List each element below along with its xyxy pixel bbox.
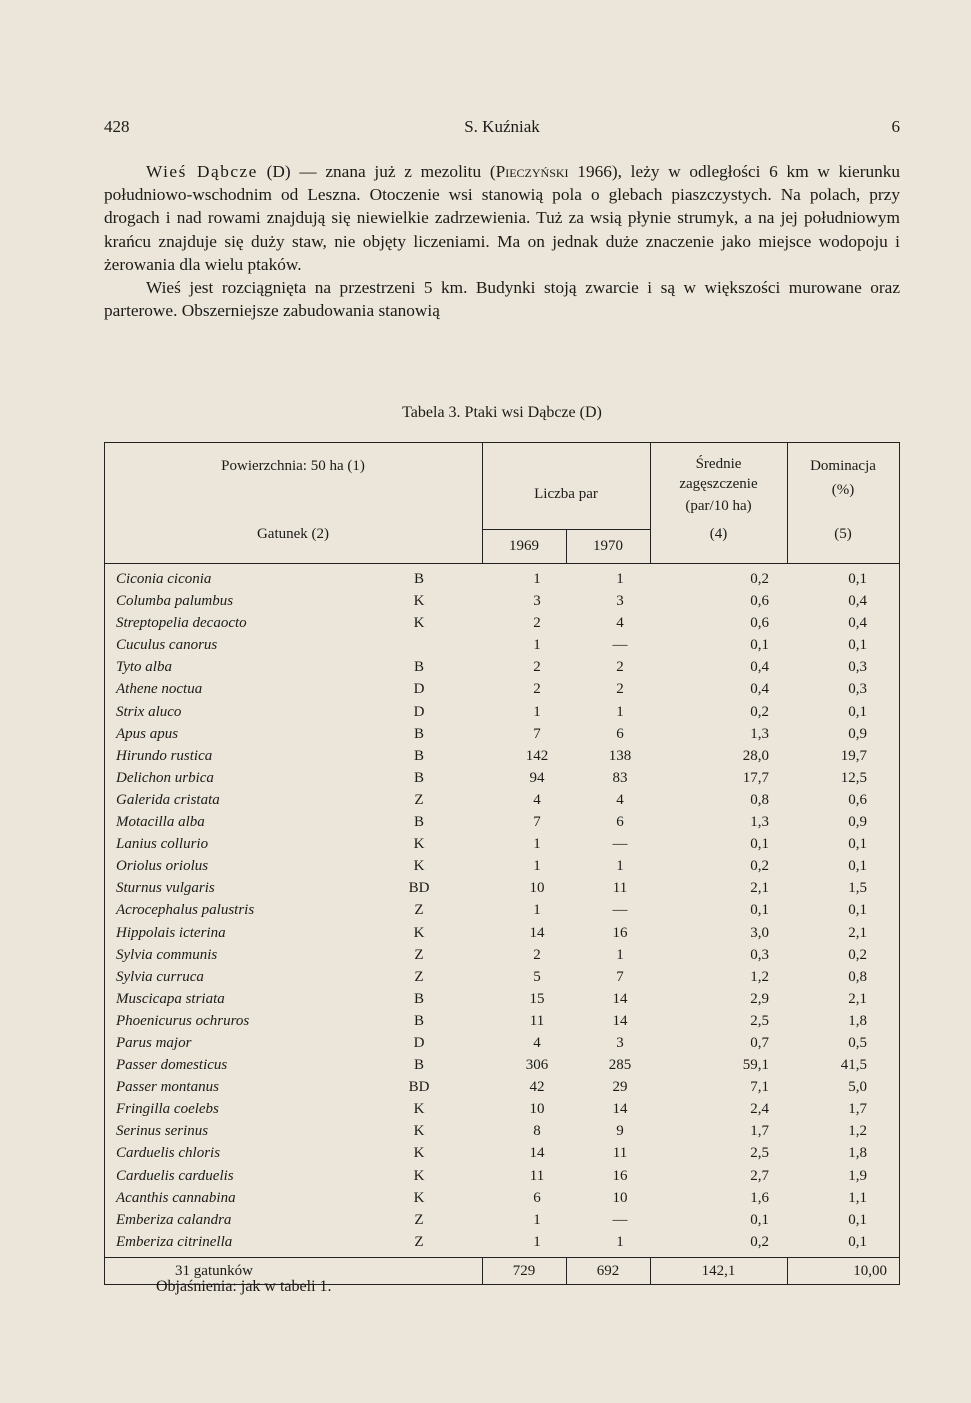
pairs-1969: 2 [533, 659, 541, 676]
species-name: Ciconia ciconia [116, 571, 212, 587]
pairs-1970: — [612, 1211, 628, 1228]
presence-type: BD [408, 1079, 430, 1096]
pairs-1970: 1 [616, 571, 624, 587]
dominance-value: 0,4 [848, 615, 867, 632]
species-name: Sylvia curruca [116, 968, 204, 985]
density-value: 0,1 [750, 836, 769, 853]
dominance-value: 0,1 [848, 858, 867, 875]
density-value: 17,7 [742, 769, 769, 786]
species-name: Hippolais icterina [116, 924, 226, 941]
pairs-1970: 14 [612, 1012, 628, 1029]
dominance-value: 0,2 [848, 946, 867, 963]
pairs-1970: 2 [616, 659, 624, 676]
pairs-1970: 11 [612, 1145, 628, 1162]
table-row [104, 899, 900, 921]
density-value: 0,2 [750, 571, 769, 587]
pairs-1970: 6 [616, 814, 624, 831]
pairs-1970: 4 [616, 615, 624, 632]
totals-density: 142,1 [701, 1262, 736, 1279]
pairs-1969: 142 [525, 747, 549, 764]
dominance-value: 0,1 [848, 1211, 867, 1228]
table-row [104, 1098, 900, 1120]
presence-type: Z [414, 1233, 424, 1250]
pairs-1969: 1 [533, 836, 541, 853]
presence-type: K [413, 924, 425, 941]
density-value: 2,9 [750, 990, 769, 1007]
table-row [104, 568, 900, 590]
species-column-header: Gatunek (2) [256, 526, 330, 542]
density-value: 0,7 [750, 1034, 769, 1051]
density-value: 28,0 [742, 747, 769, 764]
species-name: Sylvia communis [116, 946, 218, 963]
species-name: Passer montanus [116, 1079, 219, 1096]
pairs-1969: 306 [525, 1057, 549, 1074]
species-name: Cuculus canorus [116, 637, 218, 654]
area-label: Powierzchnia: 50 ha (1) [221, 458, 365, 474]
pairs-1970: 7 [616, 968, 624, 985]
pairs-1969: 14 [529, 924, 545, 941]
density-value: 0,8 [750, 791, 769, 808]
pairs-1969: 1 [533, 858, 541, 875]
dominance-header-line1: Dominacja [810, 458, 876, 474]
pairs-1970: 1 [616, 946, 624, 963]
dominance-value: 0,8 [848, 968, 867, 985]
table-row [104, 723, 900, 745]
pairs-1970: 3 [616, 1034, 624, 1051]
place-name: Wieś Dąbcze [146, 162, 258, 181]
table-row [104, 789, 900, 811]
table-row [104, 1076, 900, 1098]
table-row [104, 612, 900, 634]
species-name: Strix aluco [116, 703, 182, 720]
table-row [104, 877, 900, 899]
presence-type: B [413, 1057, 424, 1074]
table-row [104, 1032, 900, 1054]
table-row [104, 1054, 900, 1076]
table-row [104, 833, 900, 855]
density-value: 2,5 [750, 1012, 769, 1029]
pairs-1970: 285 [608, 1057, 632, 1074]
pairs-1970: 1 [616, 1233, 624, 1250]
pairs-1969: 7 [533, 725, 541, 742]
dominance-value: 0,1 [848, 836, 867, 853]
density-value: 7,1 [750, 1079, 769, 1096]
density-value: 59,1 [742, 1057, 769, 1074]
pairs-1969: 11 [529, 1167, 545, 1184]
density-value: 2,1 [750, 880, 769, 897]
density-value: 0,1 [750, 902, 769, 919]
pairs-1970: 4 [616, 791, 624, 808]
table-row [104, 701, 900, 723]
table-row [104, 1120, 900, 1142]
pairs-1970: 2 [616, 681, 624, 698]
dominance-value: 5,0 [848, 1079, 867, 1096]
presence-type: B [413, 725, 424, 742]
density-value: 2,5 [750, 1145, 769, 1162]
dominance-value: 0,3 [848, 659, 867, 676]
presence-type: BD [408, 880, 430, 897]
page-number: 428 [104, 117, 130, 136]
pairs-1970: 10 [612, 1189, 628, 1206]
dominance-value: 12,5 [840, 769, 867, 786]
pairs-1970: — [612, 902, 628, 919]
presence-type: K [413, 1101, 425, 1118]
density-value: 0,2 [750, 1233, 769, 1250]
species-name: Acrocephalus palustris [116, 902, 255, 919]
species-name: Tyto alba [116, 659, 172, 676]
pairs-1969: 10 [529, 880, 545, 897]
pairs-1970: 14 [612, 990, 628, 1007]
species-name: Athene noctua [116, 681, 203, 698]
density-header-line1: Średnie [695, 456, 742, 472]
table-row [104, 678, 900, 700]
pairs-column-header: Liczba par [534, 486, 598, 502]
table-row [104, 811, 900, 833]
species-name: Phoenicurus ochruros [116, 1012, 250, 1029]
dominance-value: 1,2 [848, 1123, 867, 1140]
pairs-1969: 2 [533, 681, 541, 698]
table-row [104, 922, 900, 944]
dominance-value: 0,1 [848, 571, 867, 587]
presence-type: B [413, 747, 424, 764]
species-name: Carduelis carduelis [116, 1167, 234, 1184]
presence-type: K [413, 1145, 425, 1162]
dominance-value: 2,1 [848, 990, 867, 1007]
table-row [104, 1142, 900, 1164]
presence-type: K [413, 615, 425, 632]
presence-type: D [413, 1034, 425, 1051]
presence-type: B [413, 659, 424, 676]
pairs-1969: 8 [533, 1123, 541, 1140]
species-name: Lanius collurio [116, 836, 209, 853]
dominance-value: 1,9 [848, 1167, 867, 1184]
species-name: Emberiza citrinella [116, 1233, 233, 1250]
table-header [104, 442, 900, 564]
species-name: Muscicapa striata [116, 990, 225, 1007]
dominance-value: 1,8 [848, 1145, 867, 1162]
dominance-value: 2,1 [848, 924, 867, 941]
dominance-value: 0,1 [848, 1233, 867, 1250]
paragraph-1-text-a: — znana już z mezolitu ( [290, 162, 496, 181]
table-row [104, 634, 900, 656]
table-row [104, 745, 900, 767]
dominance-value: 0,1 [848, 637, 867, 654]
density-header-line2: zagęszczenie [679, 476, 758, 492]
density-value: 0,4 [750, 681, 769, 698]
density-value: 1,6 [750, 1189, 769, 1206]
dominance-value: 0,5 [848, 1034, 867, 1051]
dominance-value: 1,5 [848, 880, 867, 897]
species-name: Fringilla coelebs [116, 1101, 219, 1118]
table-row [104, 1165, 900, 1187]
table-row [104, 988, 900, 1010]
bird-table [104, 442, 900, 1285]
pairs-1970: 16 [612, 924, 628, 941]
pairs-1969: 1 [533, 1233, 541, 1250]
dominance-value: 41,5 [840, 1057, 867, 1074]
pairs-1970: 9 [616, 1123, 624, 1140]
dominance-value: 1,7 [848, 1101, 867, 1118]
section-number: 6 [891, 117, 900, 136]
paragraph-1-text-b: 1966), leży w odległości 6 km w kierunku południowo-wschodnim od Leszna. Otoczenie wsi stanowią pola o glebach piaszczystych. Na polach, przy drogach i nad rowami znajdują się niewielkie zadrzewienia. Tuż za wsią płynie strumyk, a na jej południowym krańcu znajduje się duży staw, nie objęty liczeniami. Ma on jednak duże znaczenie jako miejsce wodopoju i żerowania dla wielu ptaków. [104, 162, 901, 274]
table-row [104, 944, 900, 966]
pairs-1970: 3 [616, 593, 624, 610]
pairs-1970: 6 [616, 725, 624, 742]
species-name: Carduelis chloris [116, 1145, 221, 1162]
table-body [104, 564, 900, 1257]
species-name: Acanthis cannabina [116, 1189, 236, 1206]
reference-author: Pieczyński [495, 162, 569, 181]
place-code: (D) [266, 162, 291, 181]
author-name: S. Kuźniak [464, 117, 540, 136]
table-row [104, 855, 900, 877]
pairs-1970: 14 [612, 1101, 628, 1118]
pairs-1970: 1 [616, 703, 624, 720]
presence-type: B [413, 1012, 424, 1029]
density-value: 3,0 [750, 924, 769, 941]
dominance-value: 0,1 [848, 902, 867, 919]
density-value: 2,7 [750, 1167, 769, 1184]
dominance-header-number: (5) [834, 526, 852, 542]
pairs-1969: 1 [533, 703, 541, 720]
density-value: 0,1 [750, 637, 769, 654]
pairs-1969: 42 [529, 1079, 545, 1096]
paragraph-2: Wieś jest rozciągnięta na przestrzeni 5 km. Budynki stoją zwarcie i są w większości murowane oraz parterowe. Obszerniejsze zabudowania stanowią [104, 278, 900, 321]
pairs-1969: 6 [533, 1189, 541, 1206]
density-value: 1,7 [750, 1123, 769, 1140]
pairs-1969: 1 [533, 902, 541, 919]
table-row [104, 767, 900, 789]
table-row [104, 1187, 900, 1209]
totals-1970: 692 [596, 1262, 620, 1279]
pairs-1970: 138 [608, 747, 632, 764]
species-name: Emberiza calandra [116, 1211, 232, 1228]
totals-1969: 729 [512, 1262, 536, 1279]
pairs-1969: 15 [529, 990, 545, 1007]
table-row [104, 966, 900, 988]
presence-type: K [413, 836, 425, 853]
pairs-1970: — [612, 836, 628, 853]
density-value: 0,6 [750, 615, 769, 632]
pairs-1970: 29 [612, 1079, 628, 1096]
pairs-1969: 4 [533, 791, 541, 808]
density-value: 0,2 [750, 858, 769, 875]
pairs-1969: 1 [533, 1211, 541, 1228]
pairs-1969: 1 [533, 571, 541, 587]
species-name: Columba palumbus [116, 593, 234, 610]
presence-type: B [413, 571, 424, 587]
presence-type: B [413, 814, 424, 831]
species-name: Apus apus [116, 725, 179, 742]
density-value: 1,2 [750, 968, 769, 985]
presence-type: Z [414, 791, 424, 808]
pairs-1969: 14 [529, 1145, 545, 1162]
pairs-1969: 94 [529, 769, 545, 786]
body-text [104, 160, 900, 322]
species-name: Motacilla alba [116, 814, 205, 831]
totals-dominance: 10,00 [853, 1262, 887, 1279]
presence-type: Z [414, 968, 424, 985]
presence-type: K [413, 1167, 425, 1184]
table-footnote: Objaśnienia: jak w tabeli 1. [156, 1278, 332, 1295]
density-value: 0,1 [750, 1211, 769, 1228]
pairs-1969: 11 [529, 1012, 545, 1029]
pairs-1969: 3 [533, 593, 541, 610]
presence-type: K [413, 593, 425, 610]
dominance-value: 0,9 [848, 725, 867, 742]
table-row [104, 1231, 900, 1253]
table-row [104, 590, 900, 612]
pairs-1969: 2 [533, 946, 541, 963]
pairs-1969: 5 [533, 968, 541, 985]
species-name: Delichon urbica [116, 769, 214, 786]
species-name: Streptopelia decaocto [116, 615, 247, 632]
pairs-1970: 83 [612, 769, 628, 786]
density-value: 1,3 [750, 814, 769, 831]
presence-type: K [413, 1123, 425, 1140]
species-name: Oriolus oriolus [116, 858, 209, 875]
species-name: Serinus serinus [116, 1123, 209, 1140]
presence-type: D [413, 681, 425, 698]
table-row [104, 1209, 900, 1231]
density-value: 0,6 [750, 593, 769, 610]
presence-type: K [413, 858, 425, 875]
dominance-value: 1,1 [848, 1189, 867, 1206]
table-row [104, 656, 900, 678]
density-value: 2,4 [750, 1101, 769, 1118]
pairs-1969: 4 [533, 1034, 541, 1051]
density-header-line3: (par/10 ha) [685, 498, 752, 514]
presence-type: Z [414, 902, 424, 919]
dominance-value: 19,7 [840, 747, 867, 764]
pairs-1970: — [612, 637, 628, 654]
pairs-1969: 10 [529, 1101, 545, 1118]
totals-label: 31 gatunków [175, 1262, 253, 1279]
dominance-value: 1,8 [848, 1012, 867, 1029]
species-name: Galerida cristata [116, 791, 220, 808]
presence-type: Z [414, 946, 424, 963]
species-name: Parus major [116, 1034, 192, 1051]
year-1970-header: 1970 [593, 538, 623, 554]
table-caption: Tabela 3. Ptaki wsi Dąbcze (D) [402, 404, 602, 421]
paragraph-1 [104, 160, 900, 276]
density-value: 0,4 [750, 659, 769, 676]
dominance-value: 0,1 [848, 703, 867, 720]
species-name: Passer domesticus [116, 1057, 228, 1074]
species-name: Hirundo rustica [116, 747, 213, 764]
dominance-value: 0,4 [848, 593, 867, 610]
pairs-1969: 7 [533, 814, 541, 831]
pairs-1970: 11 [612, 880, 628, 897]
density-value: 0,2 [750, 703, 769, 720]
presence-type: K [413, 1189, 425, 1206]
pairs-1969: 2 [533, 615, 541, 632]
density-value: 0,3 [750, 946, 769, 963]
pairs-1970: 1 [616, 858, 624, 875]
pairs-1970: 16 [612, 1167, 628, 1184]
dominance-value: 0,9 [848, 814, 867, 831]
pairs-1969: 1 [533, 637, 541, 654]
density-value: 1,3 [750, 725, 769, 742]
running-head [104, 117, 900, 141]
presence-type: B [413, 769, 424, 786]
dominance-header-line2: (%) [831, 482, 855, 498]
dominance-value: 0,6 [848, 791, 867, 808]
species-name: Sturnus vulgaris [116, 880, 215, 897]
presence-type: D [413, 703, 425, 720]
dominance-value: 0,3 [848, 681, 867, 698]
table-row [104, 1010, 900, 1032]
year-1969-header: 1969 [509, 538, 539, 554]
density-header-number: (4) [709, 526, 728, 542]
presence-type: B [413, 990, 424, 1007]
presence-type: Z [414, 1211, 424, 1228]
